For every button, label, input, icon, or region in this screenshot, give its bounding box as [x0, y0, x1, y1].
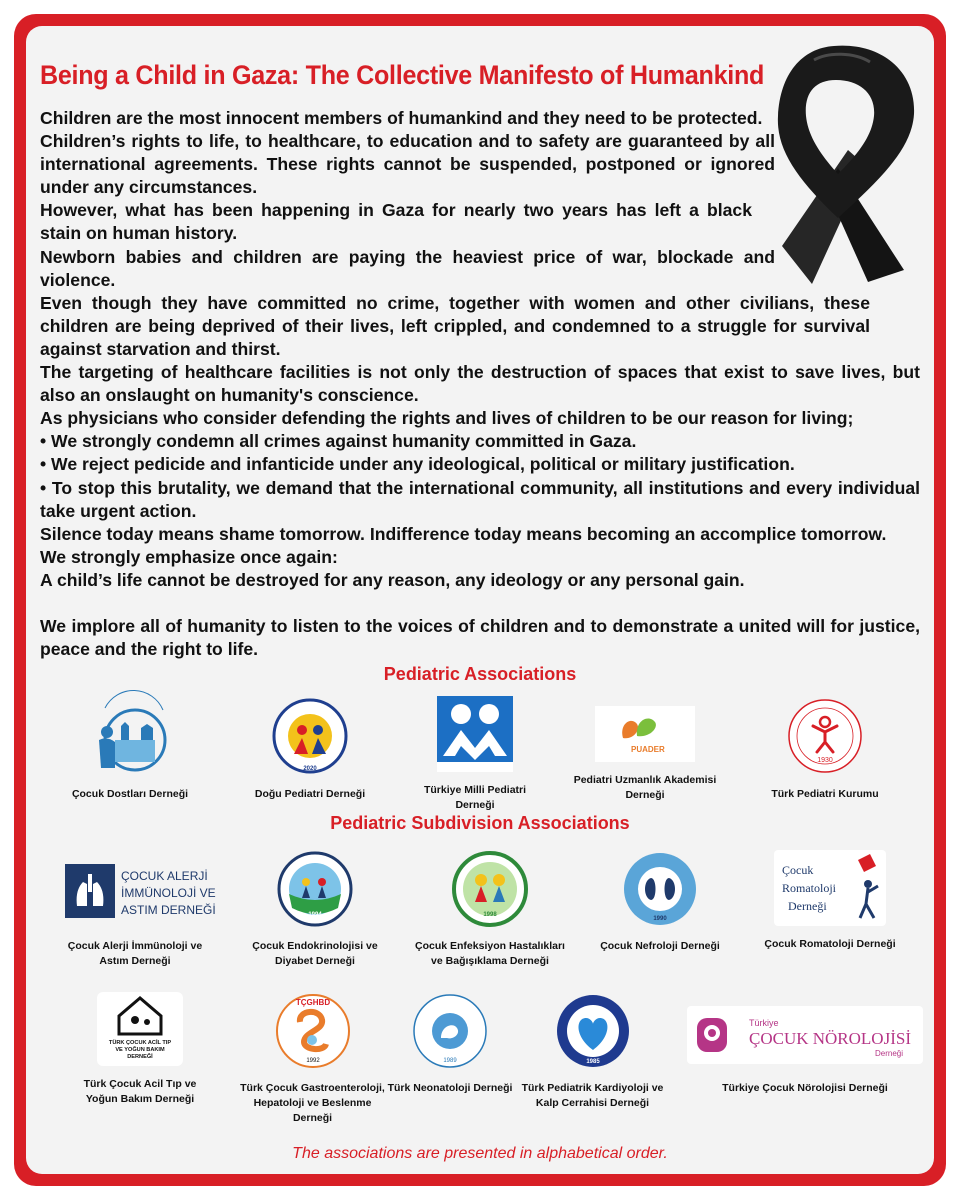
org-name: Doğu Pediatri Derneği — [254, 788, 366, 800]
subdivision-associations-heading: Pediatric Subdivision Associations — [330, 813, 630, 833]
paragraph: Silence today means shame tomorrow. Indifference today means becoming an accomplice tomorrow. — [40, 523, 887, 544]
logo-line: DERNEĞİ — [127, 1054, 153, 1060]
paragraph: Newborn babies and children are paying the heaviest price of war, blockade and violence. — [40, 246, 775, 290]
logo-line: İMMÜNOLOJİ VE — [121, 886, 216, 900]
paragraph: We implore all of humanity to listen to the voices of children and to demonstrate a united will for justice, peace and the right to life. — [40, 615, 920, 660]
logo-year: 1990 — [653, 916, 667, 922]
bullet-item: • We reject pedicide and infanticide under any ideological, political or military justification. — [40, 454, 795, 475]
logo-text: PUADER — [631, 745, 665, 754]
turk-pediatri-kurumu-logo-icon — [785, 696, 865, 776]
logo-line: ÇOCUK ALERJİ — [121, 869, 208, 883]
org-dogu-pediatri — [240, 696, 380, 802]
org-name: Çocuk Alerji İmmünoloji ve Astım Derneği — [67, 940, 203, 967]
bullet-item: • We strongly condemn all crimes against humanity committed in Gaza. — [40, 431, 637, 452]
paragraph: As physicians who consider defending the rights and lives of children to be our reason for living; — [40, 408, 854, 429]
logo-line: Çocuk — [782, 863, 814, 877]
logo-line: Romatoloji — [782, 881, 836, 895]
org-turk-pediatri-kurumu — [755, 696, 895, 802]
org-name: Çocuk Endokrinolojisi ve Diyabet Derneği — [252, 940, 378, 967]
logo-year: 1992 — [305, 1058, 320, 1064]
org-name: Türk Neonatoloji Derneği — [387, 1082, 513, 1094]
org-name: Türk Pediatrik Kardiyoloji ve Kalp Cerrahisi Derneği — [521, 1082, 664, 1109]
logo-line: VE YOĞUN BAKIM — [115, 1047, 165, 1053]
org-cocuk-enfeksiyon — [410, 850, 570, 969]
org-cocuk-romatoloji — [755, 850, 905, 952]
paragraph: Even though they have committed no crime, together with women and other civilians, these children are being deprived of their lives, left crippled, and condemned to a struggle for survival against starvation and thirst. — [40, 292, 870, 359]
org-cocuk-alerji — [60, 860, 216, 969]
cocuk-nefroloji-logo-icon — [621, 850, 699, 928]
org-name: Çocuk Enfeksiyon Hastalıkları ve Bağışıklama Derneği — [415, 940, 565, 967]
logo-text: TÇGHBD — [295, 998, 330, 1007]
tcghbd-logo-icon — [274, 992, 352, 1070]
org-tcghbd — [240, 992, 385, 1126]
org-turk-cocuk-acil — [75, 992, 205, 1107]
logo-line: Derneği — [875, 1049, 904, 1058]
paragraph: However, what has been happening in Gaza for nearly two years has left a black stain on human history. — [40, 200, 752, 244]
paragraph: We strongly emphasize once again: — [40, 546, 338, 567]
org-name: Çocuk Romatoloji Derneği — [764, 938, 896, 950]
paragraph: Children are the most innocent members of humankind and they need to be protected. — [40, 108, 763, 128]
org-name: Pediatri Uzmanlık Akademisi Derneği — [573, 774, 717, 801]
org-cocuk-endokrinoloji — [240, 850, 390, 969]
manifesto-text — [40, 107, 920, 661]
org-name: Türkiye Milli Pediatri Derneği — [423, 784, 527, 811]
paragraph: A child’s life cannot be destroyed for any reason, any ideology or any personal gain. — [40, 569, 745, 590]
org-cocuk-dostlari — [60, 696, 200, 802]
puader-logo-icon — [595, 696, 695, 762]
logo-year: 1985 — [585, 1059, 600, 1065]
logo-year: 1989 — [443, 1058, 457, 1064]
org-name: Çocuk Dostları Derneği — [71, 788, 189, 800]
logo-line: ÇOCUK NÖROLOJİSİ — [749, 1029, 911, 1048]
org-turk-pediatrik-kardiyoloji — [520, 992, 665, 1111]
logo-line: Türkiye — [749, 1018, 779, 1028]
org-turkiye-milli-pediatri — [405, 696, 545, 813]
org-name: Türk Çocuk Gastroenteroloji, Hepatoloji ve Beslenme Derneği — [240, 1082, 385, 1124]
org-name: Türk Pediatri Kurumu — [771, 788, 879, 800]
org-name: Çocuk Nefroloji Derneği — [600, 940, 720, 952]
footer-note: The associations are presented in alphabetical order. — [292, 1145, 668, 1162]
dogu-pediatri-logo-icon — [270, 696, 350, 776]
cocuk-endokrinoloji-logo-icon — [276, 850, 354, 928]
pediatric-associations-heading: Pediatric Associations — [383, 664, 577, 684]
org-name: Türkiye Çocuk Nörolojisi Derneği — [722, 1082, 888, 1094]
logo-line: Derneği — [788, 899, 827, 913]
org-puader — [560, 696, 730, 803]
pediatrik-kardiyoloji-logo-icon — [554, 992, 632, 1070]
org-cocuk-nefroloji — [590, 850, 730, 954]
org-name: Türk Çocuk Acil Tıp ve Yoğun Bakım Derneği — [83, 1078, 197, 1105]
milli-pediatri-logo-icon — [437, 696, 513, 772]
org-turk-neonatoloji — [380, 992, 520, 1096]
logo-line: TÜRK ÇOCUK ACİL TIP — [108, 1040, 172, 1046]
paragraph: Children’s rights to life, to healthcare, to education and to safety are guaranteed by all international agreements. These rights cannot be suspended, postponed or ignored under any circumstances. — [40, 131, 775, 198]
page-title: Being a Child in Gaza: The Collective Manifesto of Humankind — [40, 60, 765, 90]
logo-year: 1930 — [817, 757, 833, 764]
cocuk-dostlari-logo-icon — [85, 696, 175, 776]
paragraph: The targeting of healthcare facilities is not only the destruction of spaces that exist to save lives, but also an onslaught on humanity's conscience. — [40, 362, 920, 406]
cocuk-romatoloji-logo-icon — [774, 850, 886, 926]
cocuk-alerji-logo-icon — [65, 860, 216, 922]
bullet-item: • To stop this brutality, we demand that the international community, all institutions and every individual take urgent action. — [40, 477, 920, 521]
cocuk-enfeksiyon-logo-icon — [451, 850, 529, 928]
logo-year: 2020 — [303, 766, 317, 772]
paragraph-spacer — [40, 592, 920, 615]
logo-year: 1998 — [483, 912, 497, 918]
logo-year: 1994 — [308, 912, 322, 918]
cocuk-norolojisi-logo-icon — [687, 1006, 923, 1064]
turk-neonatoloji-logo-icon — [411, 992, 489, 1070]
turk-cocuk-acil-logo-icon — [97, 992, 183, 1066]
org-turkiye-cocuk-norolojisi — [685, 1006, 925, 1096]
logo-line: ASTIM DERNEĞİ — [121, 903, 216, 917]
